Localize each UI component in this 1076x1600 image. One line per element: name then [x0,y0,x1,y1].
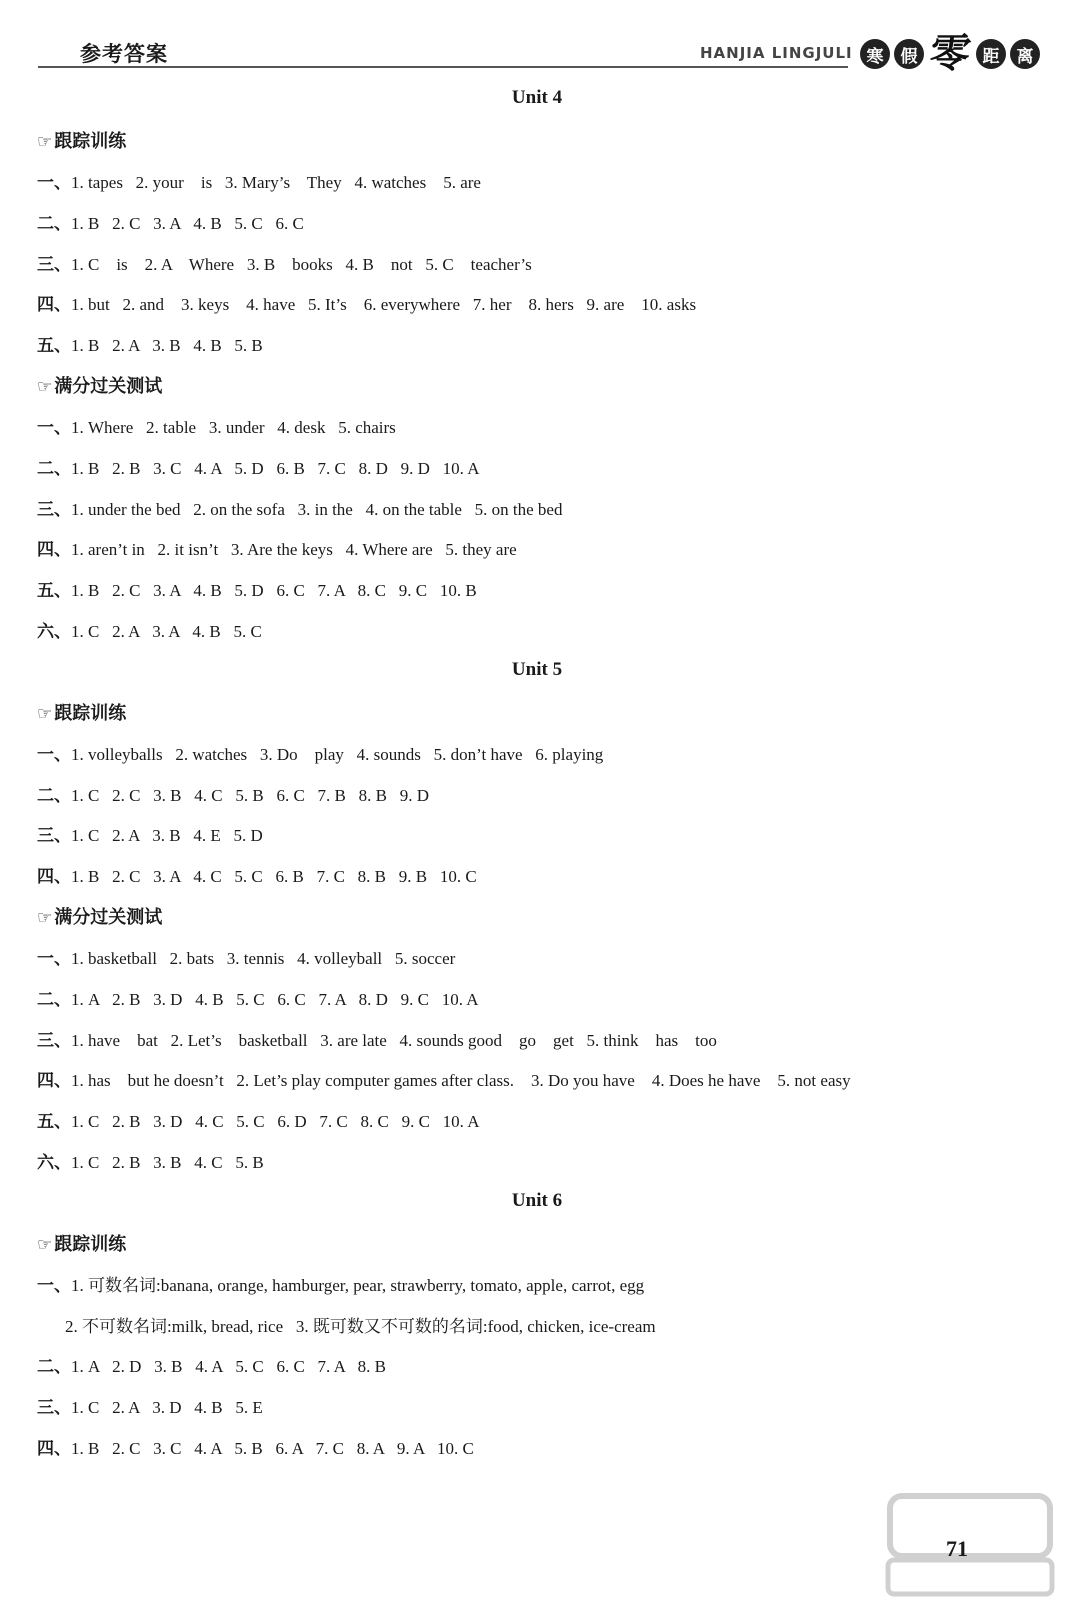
answer-row [37,204,1037,245]
answer-row [37,816,1037,857]
question-group-number: 三、 [37,499,71,520]
section-title-label: 跟踪训练 [54,702,127,724]
question-group-number: 四、 [37,295,71,316]
answer-text: 1. have bat 2. Let’s basketball 3. are late 4. sounds good go get 5. think has too [71,1030,717,1050]
question-group-number: 五、 [37,336,71,357]
section-title [37,694,1037,735]
question-group-number: 四、 [37,1071,71,1092]
question-group-number: 一、 [37,173,71,193]
answer-row [37,1102,1037,1143]
answer-text: 1. has but he doesn’t 2. Let’s play computer games after class. 3. Do you have 4. Does he have 5. not easy [71,1071,851,1091]
answer-text: 1. C 2. A 3. D 4. B 5. E [71,1398,263,1418]
answer-row [37,530,1037,571]
question-group-number: 六、 [37,621,71,642]
answer-row [37,857,1037,898]
answer-text: 1. A 2. D 3. B 4. A 5. C 6. C 7. A 8. B [71,1357,387,1377]
page-header [0,0,1076,80]
answer-row [37,163,1037,204]
answer-text: 1. basketball 2. bats 3. tennis 4. volleyball 5. soccer [71,948,456,968]
answer-text: 1. B 2. C 3. A 4. C 5. C 6. B 7. C 8. B 9. B 10. C [71,867,477,887]
pointing-hand-icon: ☞ [37,907,53,928]
section-title-label: 满分过关测试 [54,375,163,397]
question-group-number: 五、 [37,1112,71,1133]
answer-row [37,571,1037,612]
question-group-number: 二、 [37,458,71,479]
answer-row [37,735,1037,776]
watermark-stamp [880,1488,1060,1600]
question-group-number: 三、 [37,1030,71,1051]
answer-text: 1. B 2. A 3. B 4. B 5. B [71,336,263,356]
question-group-number: 二、 [37,213,71,234]
answer-row [37,980,1037,1021]
answer-text: 1. under the bed 2. on the sofa 3. in the 4. on the table 5. on the bed [71,499,563,519]
brand-char: 寒 [860,39,890,69]
section-title-label: 跟踪训练 [54,1233,127,1255]
question-group-number: 二、 [37,1357,71,1378]
unit-title: Unit 5 [511,658,563,680]
answer-row [37,326,1037,367]
answer-row [37,1347,1037,1388]
answer-row [37,1429,1037,1470]
section-title [37,1225,1037,1266]
answer-text: 1. but 2. and 3. keys 4. have 5. It’s 6. everywhere 7. her 8. hers 9. are 10. asks [71,295,697,315]
pointing-hand-icon: ☞ [37,703,53,724]
header-brand-en: HANJIA LINGJULI [700,44,853,62]
question-group-number: 三、 [37,1398,71,1419]
answer-text: 1. tapes 2. your is 3. Mary’s They 4. watches 5. are [71,173,481,192]
answer-text: 1. Where 2. table 3. under 4. desk 5. chairs [71,417,396,437]
answer-row [37,285,1037,326]
question-group-number: 一、 [37,948,71,969]
brand-char: 假 [894,39,924,69]
answer-text: 1. aren’t in 2. it isn’t 3. Are the keys 4. Where are 5. they are [71,540,517,560]
brand-char: 离 [1010,39,1040,69]
answer-row [37,1021,1037,1062]
answer-row [37,1266,1037,1307]
question-group-number: 三、 [37,826,71,847]
question-group-number: 五、 [37,581,71,602]
answer-text: 1. C 2. C 3. B 4. C 5. B 6. C 7. B 8. B 9. D [71,785,429,805]
section-title [37,367,1037,408]
header-rule [38,66,848,68]
answer-row [37,245,1037,286]
page-number: 71 [946,1536,968,1561]
answer-text: 1. C is 2. A Where 3. B books 4. B not 5. C teacher’s [71,254,532,274]
question-group-number: 四、 [37,540,71,561]
question-group-number: 四、 [37,867,71,888]
header-left-title: 参考答案 [80,42,168,66]
answer-content [37,81,1037,1470]
answer-text: 1. volleyballs 2. watches 3. Do play 4. sounds 5. don’t have 6. playing [71,744,604,764]
answer-row [37,1307,1037,1348]
answer-row [37,490,1037,531]
answer-row [37,1061,1037,1102]
unit-title: Unit 6 [511,1189,563,1211]
question-group-number: 三、 [37,254,71,275]
answer-text: 1. B 2. C 3. A 4. B 5. D 6. C 7. A 8. C 9. C 10. B [71,581,477,601]
pointing-hand-icon: ☞ [37,376,53,397]
pointing-hand-icon: ☞ [37,1234,53,1255]
answer-text: 1. C 2. A 3. B 4. E 5. D [71,826,263,846]
answer-row [37,449,1037,490]
answer-row [37,408,1037,449]
answer-text: 1. A 2. B 3. D 4. B 5. C 6. C 7. A 8. D 9. C 10. A [71,989,479,1009]
brand-char-large: 零 [926,30,974,77]
answer-text: 2. 不可数名词:milk, bread, rice 3. 既可数又不可数的名词:food, chicken, ice-cream [65,1316,656,1336]
answer-row [37,776,1037,817]
answer-text: 1. C 2. B 3. D 4. C 5. C 6. D 7. C 8. C 9. C 10. A [71,1112,480,1132]
answer-text: 1. C 2. A 3. A 4. B 5. C [71,621,262,641]
question-group-number: 六、 [37,1152,71,1173]
section-title-label: 满分过关测试 [54,906,163,928]
answer-row [37,1143,1037,1184]
section-title [37,122,1037,163]
question-group-number: 二、 [37,785,71,806]
answer-text: 1. B 2. C 3. C 4. A 5. B 6. A 7. C 8. A 9. A 10. C [71,1438,474,1458]
brand-char: 距 [976,39,1006,69]
answer-row [37,939,1037,980]
answer-text: 1. B 2. B 3. C 4. A 5. D 6. B 7. C 8. D 9. D 10. A [71,458,480,478]
section-title-label: 跟踪训练 [54,131,127,152]
answer-row [37,612,1037,653]
question-group-number: 一、 [37,744,71,765]
answer-row [37,1388,1037,1429]
question-group-number: 四、 [37,1438,71,1459]
question-group-number: 二、 [37,989,71,1010]
answer-text: 1. 可数名词:banana, orange, hamburger, pear, strawberry, tomato, apple, carrot, egg [71,1275,645,1295]
question-group-number: 一、 [37,1275,71,1296]
answer-text: 1. C 2. B 3. B 4. C 5. B [71,1152,264,1172]
header-brand-cn [860,30,1044,77]
pointing-hand-icon: ☞ [37,132,53,152]
answer-text: 1. B 2. C 3. A 4. B 5. C 6. C [71,213,304,233]
question-group-number: 一、 [37,417,71,438]
section-title [37,898,1037,939]
unit-title: Unit 4 [511,87,563,108]
